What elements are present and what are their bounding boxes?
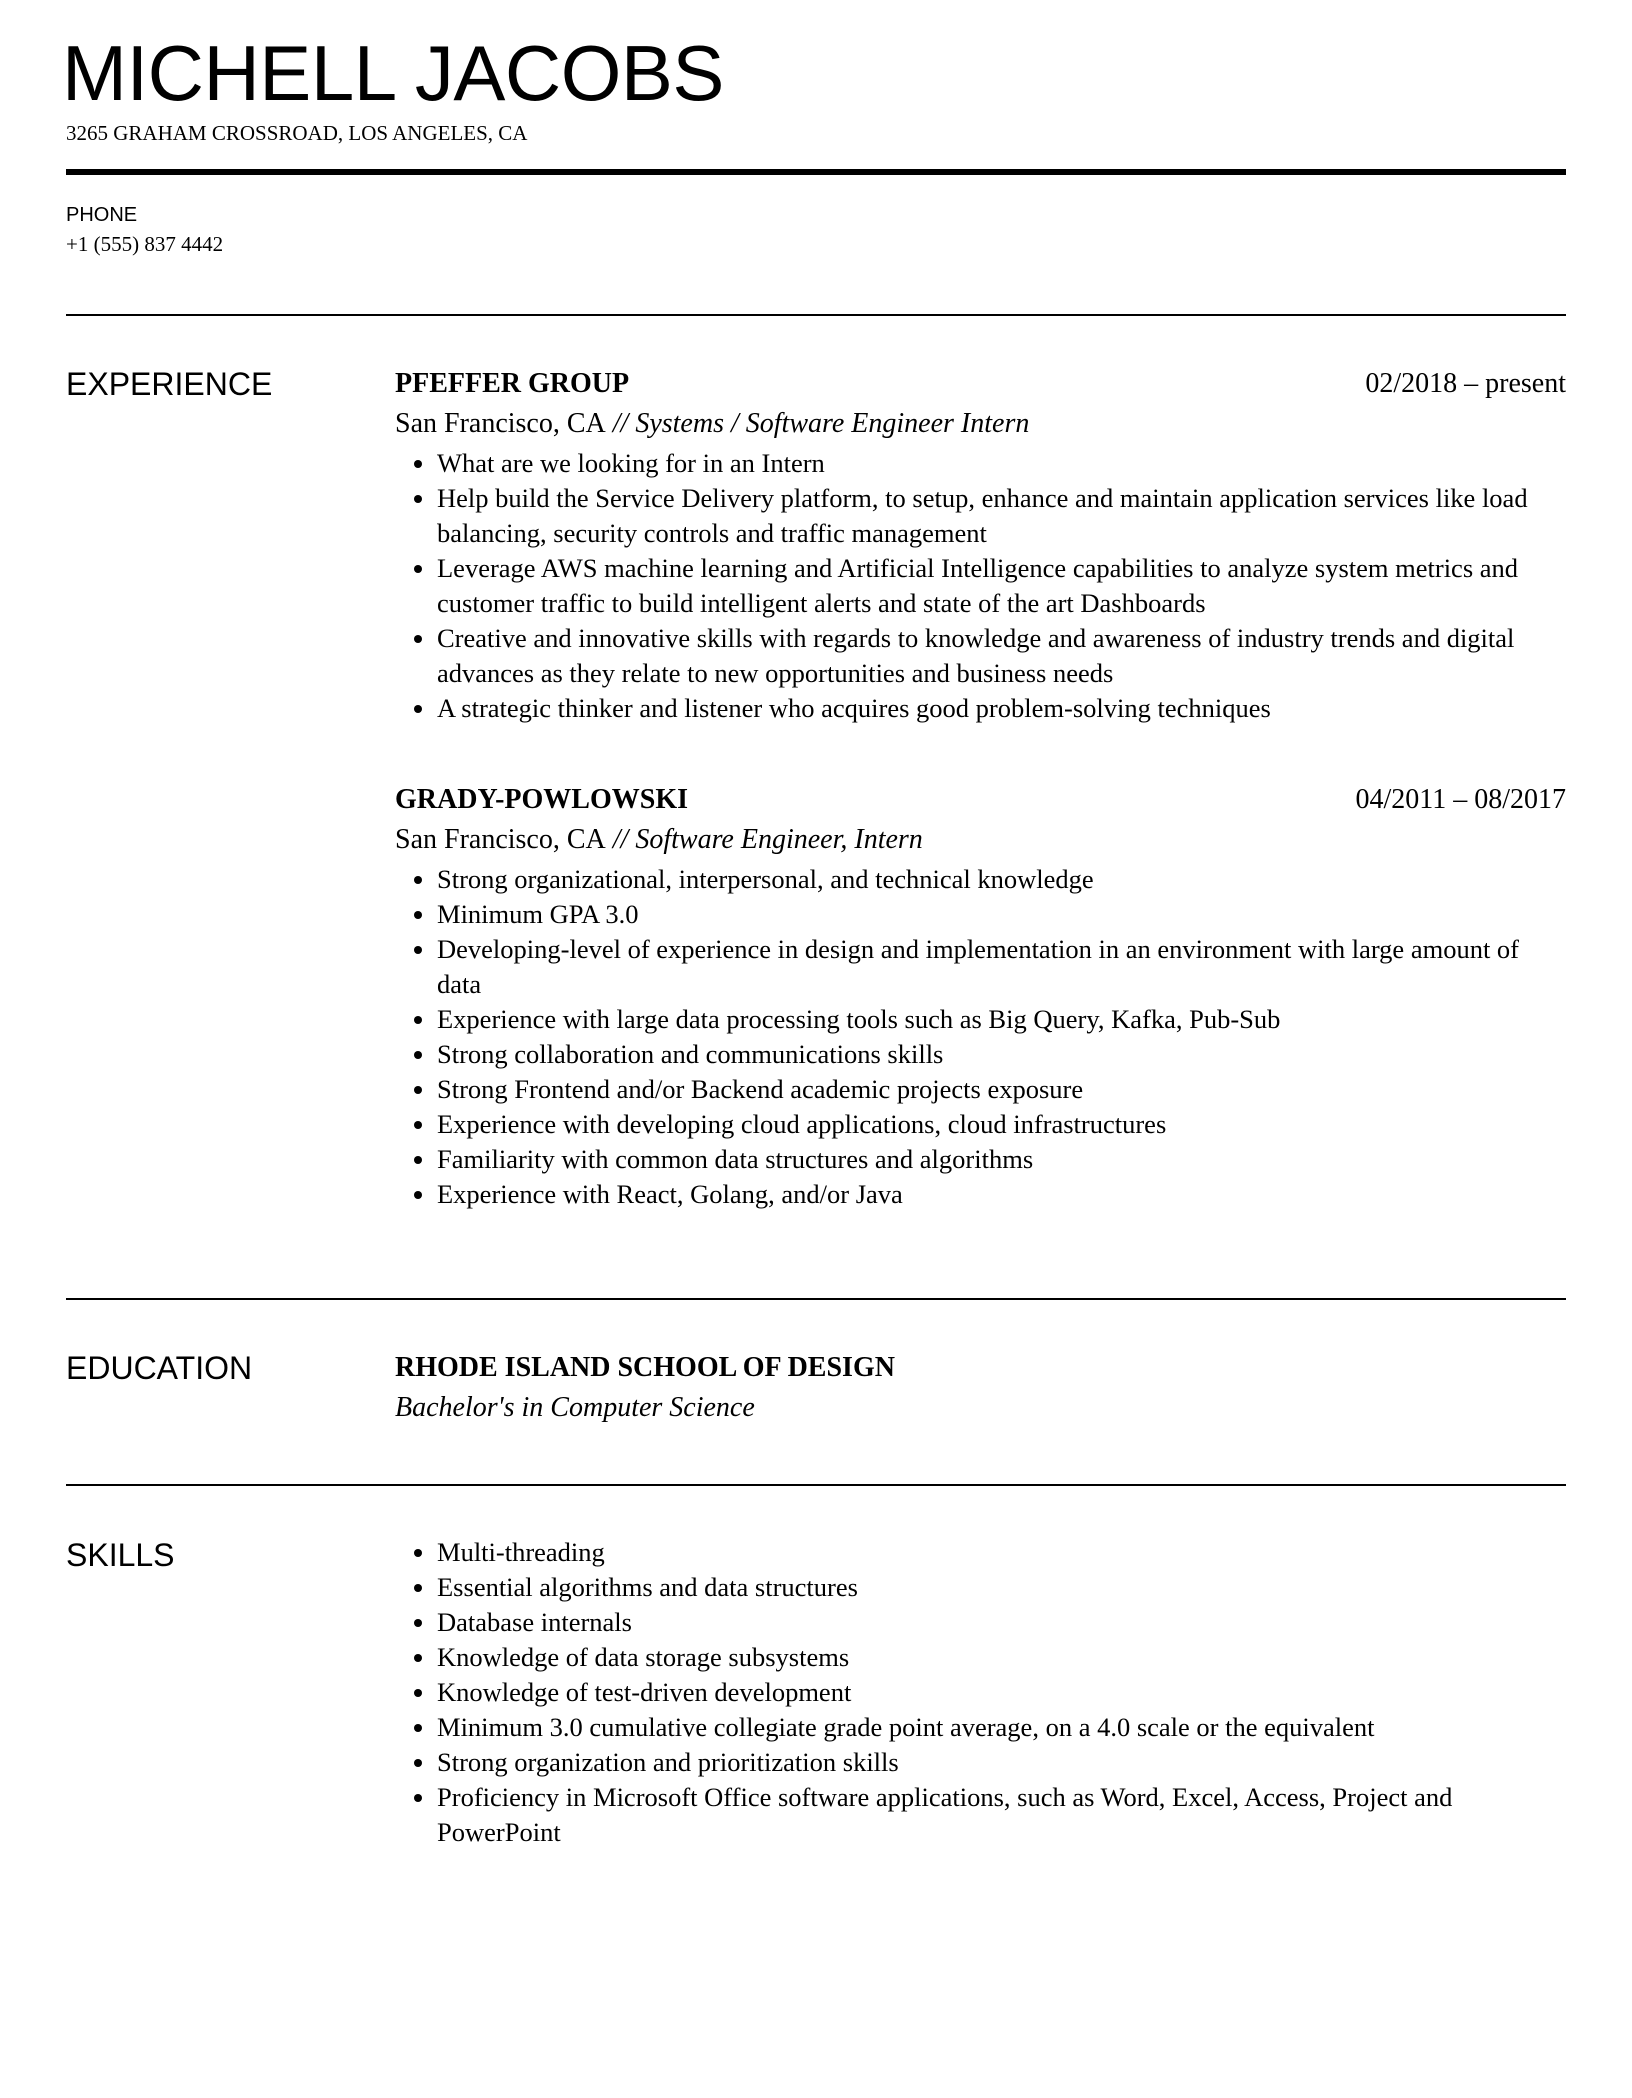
entry-subtitle — [395, 820, 1566, 860]
list-item: • Familiarity with common data structures and algorithms — [437, 1142, 1566, 1177]
section-divider — [66, 1484, 1566, 1486]
entry-subtitle — [395, 404, 1566, 444]
employment-dates: 02/2018 – present — [1365, 368, 1566, 399]
experience-entries — [395, 364, 1566, 1266]
entry-header — [395, 364, 1566, 404]
degree: Bachelor's in Computer Science — [395, 1392, 755, 1423]
list-item: • Strong Frontend and/or Backend academic projects exposure — [437, 1072, 1566, 1107]
entry-header — [395, 780, 1566, 820]
list-item: • What are we looking for in an Intern — [437, 446, 1566, 481]
phone-label: PHONE — [66, 204, 138, 226]
job-location: San Francisco, CA — [395, 824, 606, 855]
responsibility-list — [395, 862, 1566, 1212]
employment-dates: 04/2011 – 08/2017 — [1355, 784, 1566, 815]
list-item: • Essential algorithms and data structures — [437, 1570, 1566, 1605]
list-item: • Experience with large data processing tools such as Big Query, Kafka, Pub-Sub — [437, 1002, 1566, 1037]
list-item: • Proficiency in Microsoft Office software applications, such as Word, Excel, Access, Project and PowerPoint — [437, 1780, 1566, 1850]
skills-list — [395, 1535, 1566, 1850]
section-title-education: EDUCATION — [66, 1350, 253, 1386]
list-item: • Experience with React, Golang, and/or Java — [437, 1177, 1566, 1212]
list-item: • Leverage AWS machine learning and Artificial Intelligence capabilities to analyze system metrics and customer traffic to build intelligent alerts and state of the art Dashboards — [437, 551, 1566, 621]
list-item: • Knowledge of test-driven development — [437, 1675, 1566, 1710]
section-divider — [66, 314, 1566, 316]
skills-body — [395, 1535, 1566, 1850]
responsibility-list — [395, 446, 1566, 726]
subtitle-separator: // — [605, 824, 636, 855]
list-item: • Creative and innovative skills with regards to knowledge and awareness of industry trends and digital advances as they relate to new opportunities and business needs — [437, 621, 1566, 691]
list-item: • A strategic thinker and listener who acquires good problem-solving techniques — [437, 691, 1566, 726]
list-item: • Developing-level of experience in design and implementation in an environment with large amount of data — [437, 932, 1566, 1002]
company-name: PFEFFER GROUP — [395, 368, 630, 399]
list-item: • Minimum GPA 3.0 — [437, 897, 1566, 932]
section-title-experience: EXPERIENCE — [66, 366, 273, 402]
experience-entry — [395, 780, 1566, 1212]
subtitle-separator: // — [605, 408, 636, 439]
list-item: • Minimum 3.0 cumulative collegiate grade point average, on a 4.0 scale or the equivalent — [437, 1710, 1566, 1745]
list-item: • Database internals — [437, 1605, 1566, 1640]
job-title: Systems / Software Engineer Intern — [635, 408, 1030, 439]
list-item: • Knowledge of data storage subsystems — [437, 1640, 1566, 1675]
company-name: GRADY-POWLOWSKI — [395, 784, 689, 815]
experience-entry — [395, 364, 1566, 726]
school-name: RHODE ISLAND SCHOOL OF DESIGN — [395, 1352, 895, 1383]
candidate-address: 3265 GRAHAM CROSSROAD, LOS ANGELES, CA — [66, 121, 528, 145]
list-item: • Experience with developing cloud applications, cloud infrastructures — [437, 1107, 1566, 1142]
phone-value: +1 (555) 837 4442 — [66, 232, 224, 256]
section-title-skills: SKILLS — [66, 1537, 175, 1573]
job-location: San Francisco, CA — [395, 408, 606, 439]
job-title: Software Engineer, Intern — [635, 824, 923, 855]
candidate-name: MICHELL JACOBS — [62, 29, 724, 117]
section-divider — [66, 1298, 1566, 1300]
list-item: • Multi-threading — [437, 1535, 1566, 1570]
education-entry — [395, 1348, 1566, 1428]
header-divider — [66, 169, 1566, 175]
list-item: • Strong organizational, interpersonal, and technical knowledge — [437, 862, 1566, 897]
list-item: • Strong organization and prioritization skills — [437, 1745, 1566, 1780]
list-item: • Strong collaboration and communications skills — [437, 1037, 1566, 1072]
list-item: • Help build the Service Delivery platform, to setup, enhance and maintain application services like load balancing, security controls and traffic management — [437, 481, 1566, 551]
